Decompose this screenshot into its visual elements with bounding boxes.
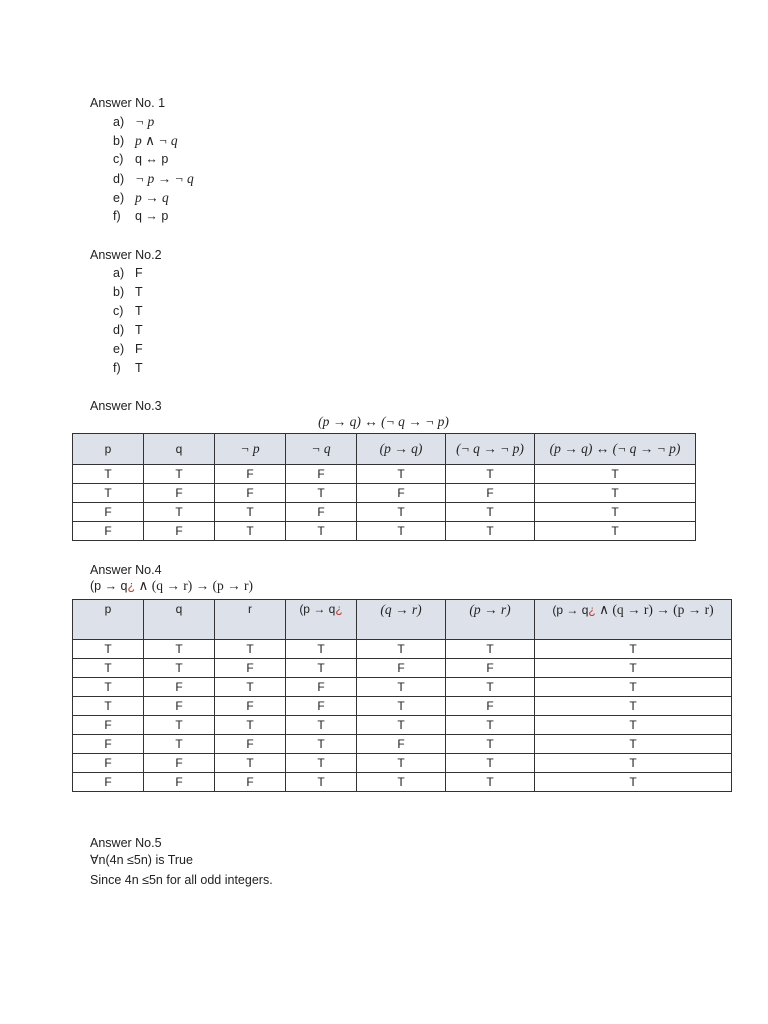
answer5-statement: ∀n(4n ≤5n) is True	[90, 853, 193, 867]
formula-part: (p → q	[90, 579, 128, 593]
table-cell: T	[446, 754, 535, 773]
table-row	[73, 773, 732, 792]
header-glyph: ¿	[588, 603, 596, 617]
table-cell: T	[446, 465, 535, 484]
table-cell: T	[73, 678, 144, 697]
table-cell: T	[357, 678, 446, 697]
answer2-list	[113, 264, 143, 378]
list-marker: f)	[113, 361, 121, 375]
table-cell: T	[535, 522, 696, 541]
table-cell: F	[215, 735, 286, 754]
list-item	[113, 131, 194, 150]
column-header: (p → q) ↔ (¬ q → ¬ p)	[535, 434, 696, 465]
table-cell: T	[286, 484, 357, 503]
expression: ¬ p → ¬ q	[135, 171, 194, 186]
table-cell: T	[286, 716, 357, 735]
list-item	[113, 188, 194, 207]
table-row	[73, 716, 732, 735]
table-cell: T	[215, 640, 286, 659]
table-row	[73, 697, 732, 716]
table-cell: T	[215, 754, 286, 773]
table-cell: F	[357, 659, 446, 678]
list-item	[113, 207, 194, 226]
table-cell: T	[446, 773, 535, 792]
list-marker: e)	[113, 191, 125, 205]
table-cell: F	[357, 735, 446, 754]
table-cell: T	[535, 754, 732, 773]
list-marker: a)	[113, 266, 125, 280]
table-cell: T	[446, 716, 535, 735]
truth-table-answer3	[72, 433, 696, 541]
table-cell: T	[73, 659, 144, 678]
table-cell: T	[73, 640, 144, 659]
table-row	[73, 503, 696, 522]
list-marker: a)	[113, 115, 125, 129]
table-cell: T	[446, 640, 535, 659]
table-cell: T	[446, 678, 535, 697]
column-header: q	[144, 600, 215, 640]
table-cell: T	[144, 465, 215, 484]
answer2-heading: Answer No.2	[90, 248, 162, 262]
list-item	[113, 264, 143, 283]
table-cell: T	[357, 754, 446, 773]
answer3-heading: Answer No.3	[90, 399, 162, 413]
table-cell: F	[73, 754, 144, 773]
table-cell: F	[446, 659, 535, 678]
table-cell: T	[357, 522, 446, 541]
table-cell: T	[446, 522, 535, 541]
truth-value: T	[135, 323, 143, 337]
table-row	[73, 640, 732, 659]
list-item	[113, 359, 143, 378]
truth-value: T	[135, 285, 143, 299]
table-row	[73, 754, 732, 773]
list-item	[113, 150, 194, 169]
table-cell: T	[446, 503, 535, 522]
table-row	[73, 484, 696, 503]
column-header: (p → q)	[357, 434, 446, 465]
truth-value: T	[135, 361, 143, 375]
table-cell: F	[144, 678, 215, 697]
table-row	[73, 659, 732, 678]
expression: q → p	[135, 209, 169, 223]
list-item	[113, 340, 143, 359]
expression: ¬ p	[135, 114, 155, 129]
table-cell: F	[215, 484, 286, 503]
table-cell: F	[215, 465, 286, 484]
table-cell: T	[215, 678, 286, 697]
table-cell: T	[535, 484, 696, 503]
column-header: (¬ q → ¬ p)	[446, 434, 535, 465]
table-row	[73, 678, 732, 697]
list-marker: d)	[113, 323, 125, 337]
expression: p → q	[135, 190, 169, 205]
header-glyph: ¿	[335, 602, 343, 616]
table-cell: F	[144, 773, 215, 792]
table-cell: F	[286, 697, 357, 716]
list-marker: d)	[113, 172, 125, 186]
table-cell: F	[446, 484, 535, 503]
answer1-heading: Answer No. 1	[90, 96, 166, 110]
table-cell: T	[446, 735, 535, 754]
header-part: (p → q	[299, 602, 336, 616]
table-row	[73, 465, 696, 484]
column-header: (p → r)	[446, 600, 535, 640]
list-marker: f)	[113, 209, 121, 223]
column-header	[535, 600, 732, 640]
table-cell: T	[535, 716, 732, 735]
table-cell: T	[73, 484, 144, 503]
column-header	[286, 600, 357, 640]
column-header: q	[144, 434, 215, 465]
table-cell: T	[357, 465, 446, 484]
list-marker: e)	[113, 342, 125, 356]
table-cell: F	[215, 659, 286, 678]
list-marker: b)	[113, 285, 125, 299]
table-cell: F	[286, 678, 357, 697]
table-cell: T	[286, 735, 357, 754]
list-item	[113, 169, 194, 188]
column-header: r	[215, 600, 286, 640]
answer5-explanation: Since 4n ≤5n for all odd integers.	[90, 873, 273, 887]
list-item	[113, 112, 194, 131]
list-item	[113, 321, 143, 340]
table-cell: T	[73, 465, 144, 484]
table-cell: F	[357, 484, 446, 503]
table-cell: T	[535, 678, 732, 697]
expression: p ∧ ¬ q	[135, 133, 178, 148]
table-cell: F	[446, 697, 535, 716]
answer4-formula	[90, 578, 253, 594]
table-cell: T	[73, 697, 144, 716]
column-header: p	[73, 600, 144, 640]
table-cell: F	[144, 484, 215, 503]
table-cell: T	[144, 640, 215, 659]
table-cell: T	[286, 754, 357, 773]
table-cell: F	[73, 735, 144, 754]
table-cell: T	[144, 735, 215, 754]
table-cell: T	[286, 640, 357, 659]
table-cell: F	[215, 773, 286, 792]
table-cell: T	[535, 659, 732, 678]
table-cell: F	[144, 522, 215, 541]
answer1-list	[113, 112, 194, 226]
table-cell: T	[215, 522, 286, 541]
table-cell: T	[144, 716, 215, 735]
table-cell: T	[215, 503, 286, 522]
list-marker: c)	[113, 152, 124, 166]
answer3-formula: (p → q) ↔ (¬ q → ¬ p)	[318, 414, 449, 429]
table-cell: T	[357, 640, 446, 659]
table-cell: T	[357, 697, 446, 716]
table-cell: T	[535, 735, 732, 754]
table-cell: T	[286, 773, 357, 792]
truth-value: F	[135, 342, 143, 356]
table-cell: T	[535, 697, 732, 716]
table-cell: F	[73, 716, 144, 735]
table-cell: T	[286, 659, 357, 678]
table-cell: F	[286, 465, 357, 484]
table-cell: T	[357, 773, 446, 792]
table-cell: T	[357, 716, 446, 735]
table-header-row	[73, 600, 732, 640]
truth-table-answer4	[72, 599, 732, 792]
table-cell: T	[535, 640, 732, 659]
table-cell: F	[215, 697, 286, 716]
table-cell: T	[357, 503, 446, 522]
table-cell: T	[215, 716, 286, 735]
table-cell: F	[144, 697, 215, 716]
table-cell: F	[73, 522, 144, 541]
formula-part: ∧ (q → r) → (p → r)	[135, 578, 254, 593]
table-cell: T	[144, 503, 215, 522]
table-cell: T	[535, 773, 732, 792]
formula-glyph: ¿	[127, 579, 136, 593]
truth-value: F	[135, 266, 143, 280]
list-marker: c)	[113, 304, 124, 318]
answer4-heading: Answer No.4	[90, 563, 162, 577]
table-cell: T	[144, 659, 215, 678]
table-header-row	[73, 434, 696, 465]
table-cell: T	[535, 503, 696, 522]
table-cell: T	[535, 465, 696, 484]
table-cell: F	[144, 754, 215, 773]
table-cell: F	[73, 773, 144, 792]
header-part: ∧ (q → r) → (p → r)	[595, 602, 714, 617]
truth-value: T	[135, 304, 143, 318]
column-header: p	[73, 434, 144, 465]
list-marker: b)	[113, 134, 125, 148]
expression: q ↔ p	[135, 152, 169, 166]
list-item	[113, 302, 143, 321]
header-part: (p → q	[552, 603, 589, 617]
column-header: ¬ q	[286, 434, 357, 465]
answer5-heading: Answer No.5	[90, 836, 162, 850]
table-row	[73, 735, 732, 754]
column-header: ¬ p	[215, 434, 286, 465]
table-cell: F	[286, 503, 357, 522]
table-row	[73, 522, 696, 541]
list-item	[113, 283, 143, 302]
column-header: (q → r)	[357, 600, 446, 640]
table-cell: F	[73, 503, 144, 522]
table-cell: T	[286, 522, 357, 541]
